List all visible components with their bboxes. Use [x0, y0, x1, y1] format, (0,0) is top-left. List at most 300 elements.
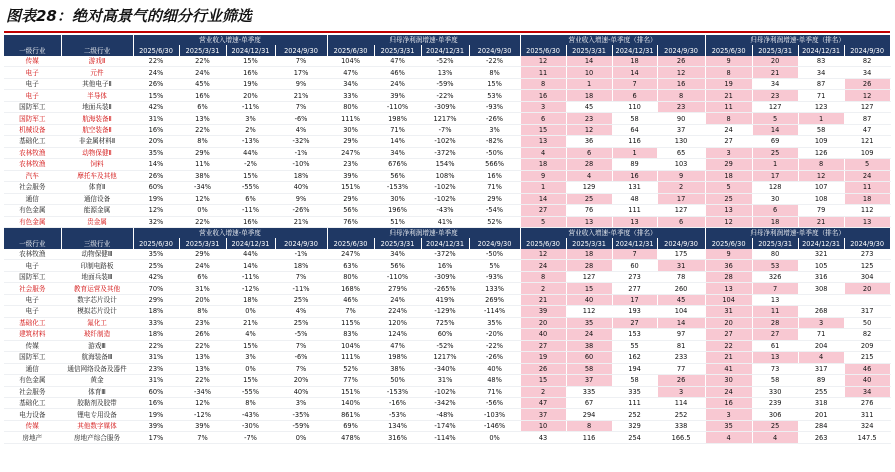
growth-cell: 4%	[226, 329, 275, 340]
top-table-date-header: 2024/12/31	[421, 45, 469, 55]
rank-cell: 18	[612, 56, 657, 67]
industry-level1: 农林牧渔	[4, 147, 61, 158]
top-table-date-header: 2025/6/30	[133, 45, 179, 55]
rank-cell: 1	[520, 182, 566, 193]
growth-cell: -26%	[469, 352, 520, 363]
rank-cell: 60	[566, 352, 612, 363]
growth-cell: -26%	[469, 113, 520, 124]
growth-cell: 0%	[179, 205, 226, 216]
growth-cell: -7%	[421, 124, 469, 135]
rank-cell: 24	[566, 329, 612, 340]
rank-cell	[798, 294, 844, 305]
rank-cell: 24	[705, 386, 752, 397]
bottom-table-date-header: 2025/3/31	[374, 238, 421, 248]
growth-cell: -5%	[275, 329, 327, 340]
industry-level1: 电子	[4, 260, 61, 271]
bottom-table-date-header: 2024/9/30	[275, 238, 327, 248]
growth-cell: 22%	[179, 216, 226, 227]
rank-cell: 26	[657, 375, 705, 386]
rank-cell: 11	[844, 182, 890, 193]
rank-cell: 14	[657, 317, 705, 328]
growth-cell: 12%	[179, 398, 226, 409]
rank-cell: 87	[798, 78, 844, 89]
growth-cell: 46%	[327, 294, 374, 305]
growth-cell: 80%	[327, 101, 374, 112]
industry-level2: 贵金属	[61, 216, 133, 227]
growth-cell: 53%	[469, 90, 520, 101]
growth-cell: 120%	[374, 317, 421, 328]
top-table-header-dates	[4, 45, 890, 55]
industry-level1: 通信	[4, 193, 61, 204]
growth-cell: 3%	[226, 113, 275, 124]
growth-cell: 15%	[133, 90, 179, 101]
rank-cell: 37	[566, 375, 612, 386]
growth-cell: -309%	[421, 271, 469, 282]
growth-cell: 0%	[469, 432, 520, 443]
rank-cell: 39	[520, 306, 566, 317]
growth-cell: -93%	[469, 271, 520, 282]
rank-cell: 28	[566, 260, 612, 271]
growth-cell: -12%	[179, 409, 226, 420]
industry-level1: 电子	[4, 90, 61, 101]
growth-cell: 22%	[133, 340, 179, 351]
industry-level2: 航空装备Ⅱ	[61, 124, 133, 135]
table-row	[4, 90, 890, 101]
growth-cell: 29%	[179, 147, 226, 158]
rank-cell: 12	[520, 56, 566, 67]
growth-cell: 1217%	[421, 113, 469, 124]
industry-level2: 模拟芯片设计	[61, 306, 133, 317]
growth-cell: 24%	[133, 67, 179, 78]
growth-cell: -102%	[421, 193, 469, 204]
rank-cell: 9	[520, 170, 566, 181]
growth-cell: 23%	[133, 363, 179, 374]
growth-cell: 47%	[327, 67, 374, 78]
rank-cell: 7	[752, 283, 798, 294]
growth-cell: 45%	[179, 78, 226, 89]
growth-cell: 83%	[327, 329, 374, 340]
rank-cell: 108	[798, 193, 844, 204]
growth-cell: 13%	[179, 113, 226, 124]
rank-cell: 78	[657, 271, 705, 282]
rank-cell: 8	[798, 159, 844, 170]
rank-cell: 58	[566, 363, 612, 374]
growth-cell: 3%	[469, 124, 520, 135]
rank-cell: 82	[844, 56, 890, 67]
growth-cell: -52%	[421, 340, 469, 351]
growth-cell: 316%	[374, 432, 421, 443]
rank-cell: 116	[612, 136, 657, 147]
rank-cell: 30	[705, 375, 752, 386]
growth-cell: 3%	[226, 352, 275, 363]
top-table-col-level2: 二级行业	[61, 45, 133, 55]
rank-cell: 109	[798, 136, 844, 147]
rank-cell: 6	[752, 205, 798, 216]
rank-cell: 18	[705, 170, 752, 181]
table-row	[4, 386, 890, 397]
top-table-date-header: 2024/12/31	[226, 45, 275, 55]
rank-cell: 13	[752, 294, 798, 305]
growth-cell: 18%	[275, 260, 327, 271]
rank-cell: 268	[798, 306, 844, 317]
growth-cell: 52%	[327, 363, 374, 374]
growth-cell: -54%	[469, 205, 520, 216]
rank-cell: 5	[520, 216, 566, 227]
rank-cell: 7	[612, 78, 657, 89]
industry-level1: 农林牧渔	[4, 249, 61, 260]
rank-cell: 21	[705, 352, 752, 363]
rank-cell: 50	[844, 317, 890, 328]
growth-cell: -30%	[226, 420, 275, 431]
rank-cell: 28	[566, 159, 612, 170]
rank-cell: 5	[705, 182, 752, 193]
rank-cell: 53	[752, 260, 798, 271]
table-row	[4, 124, 890, 135]
growth-cell: 77%	[327, 375, 374, 386]
top-table-header-blank	[61, 35, 133, 45]
rank-cell: 12	[566, 124, 612, 135]
rank-cell: 18	[844, 193, 890, 204]
growth-cell: 29%	[469, 193, 520, 204]
rank-cell: 3	[798, 317, 844, 328]
industry-level2: 航海装备Ⅱ	[61, 113, 133, 124]
growth-cell: -43%	[421, 205, 469, 216]
rank-cell: 16	[520, 90, 566, 101]
growth-cell: -22%	[421, 90, 469, 101]
growth-cell: 16%	[421, 260, 469, 271]
rank-cell: 10	[520, 420, 566, 431]
growth-cell: -11%	[226, 271, 275, 282]
table-row	[4, 260, 890, 271]
growth-cell: -82%	[469, 136, 520, 147]
industry-level2: 锂电专用设备	[61, 409, 133, 420]
growth-cell: 71%	[469, 386, 520, 397]
industry-level1: 有色金属	[4, 375, 61, 386]
top-table-date-header: 2024/9/30	[469, 45, 520, 55]
growth-cell: 71%	[374, 124, 421, 135]
rank-cell: 194	[612, 363, 657, 374]
rank-cell: 321	[798, 249, 844, 260]
rank-cell: 35	[705, 420, 752, 431]
rank-cell: 43	[520, 432, 566, 443]
industry-level2: 体育Ⅱ	[61, 182, 133, 193]
growth-cell: 20%	[226, 90, 275, 101]
rank-cell: 12	[844, 90, 890, 101]
growth-cell: -26%	[275, 205, 327, 216]
industry-level1: 基础化工	[4, 317, 61, 328]
growth-cell: 48%	[469, 375, 520, 386]
industry-level1: 农林牧渔	[4, 159, 61, 170]
growth-cell: 7%	[327, 306, 374, 317]
bottom-table-date-header: 2024/12/31	[612, 238, 657, 248]
rank-cell: 14	[612, 67, 657, 78]
growth-cell: 12%	[179, 193, 226, 204]
rank-cell: 38	[566, 340, 612, 351]
rank-cell: 27	[612, 317, 657, 328]
rank-cell: 255	[798, 386, 844, 397]
growth-cell: -153%	[374, 182, 421, 193]
industry-level1: 基础化工	[4, 398, 61, 409]
rank-cell: 20	[752, 56, 798, 67]
growth-cell: 7%	[275, 271, 327, 282]
rank-cell: 10	[566, 67, 612, 78]
industry-level2: 饲料	[61, 159, 133, 170]
growth-cell: 13%	[179, 363, 226, 374]
rank-cell: 11	[705, 101, 752, 112]
rank-cell: 17	[752, 170, 798, 181]
bottom-table-date-header: 2025/6/30	[133, 238, 179, 248]
industry-level1: 汽车	[4, 170, 61, 181]
rank-cell: 61	[752, 340, 798, 351]
growth-cell: 247%	[327, 249, 374, 260]
growth-cell: 0%	[275, 432, 327, 443]
bottom-table-group-title: 归母净利润增速-单季度	[327, 227, 520, 238]
growth-cell: 6%	[179, 271, 226, 282]
rank-cell: 87	[844, 113, 890, 124]
top-table-date-header: 2025/6/30	[327, 45, 374, 55]
rank-cell: 12	[520, 249, 566, 260]
top-table-group-title: 营业收入增速-单季度（排名）	[520, 35, 705, 45]
rank-cell: 131	[612, 182, 657, 193]
growth-cell: 4%	[275, 306, 327, 317]
growth-cell: 1217%	[421, 352, 469, 363]
table-row	[4, 306, 890, 317]
growth-cell: 9%	[275, 193, 327, 204]
growth-cell: 44%	[226, 249, 275, 260]
rank-cell: 26	[520, 363, 566, 374]
growth-cell: 39%	[133, 420, 179, 431]
growth-cell: 34%	[327, 78, 374, 89]
rank-cell: 2	[520, 386, 566, 397]
industry-level2: 房地产综合服务	[61, 432, 133, 443]
industry-level2: 动物保健Ⅱ	[61, 147, 133, 158]
rank-cell: 3	[705, 409, 752, 420]
table-row	[4, 182, 890, 193]
growth-cell: 25%	[133, 260, 179, 271]
rank-cell: 110	[612, 101, 657, 112]
bottom-table-date-header: 2024/12/31	[421, 238, 469, 248]
growth-cell: 40%	[469, 363, 520, 374]
table-row	[4, 101, 890, 112]
growth-cell: 15%	[226, 340, 275, 351]
rank-cell: 47	[844, 124, 890, 135]
growth-cell: 35%	[133, 249, 179, 260]
rank-cell: 126	[798, 147, 844, 158]
growth-cell: 17%	[275, 67, 327, 78]
rank-cell: 7	[612, 249, 657, 260]
rank-cell: 3	[520, 101, 566, 112]
growth-cell: 41%	[421, 216, 469, 227]
rank-cell: 193	[612, 306, 657, 317]
rank-cell: 8	[520, 271, 566, 282]
growth-cell: 247%	[327, 147, 374, 158]
growth-cell: 60%	[421, 329, 469, 340]
rank-cell: 1	[566, 78, 612, 89]
rank-cell: 21	[752, 67, 798, 78]
growth-cell: 42%	[133, 101, 179, 112]
bottom-table-date-header: 2024/9/30	[844, 238, 890, 248]
rank-cell: 2	[657, 182, 705, 193]
industry-level2: 游戏Ⅱ	[61, 56, 133, 67]
growth-cell: 70%	[133, 283, 179, 294]
growth-cell: 16%	[226, 67, 275, 78]
growth-cell: 7%	[275, 101, 327, 112]
rank-cell: 22	[705, 340, 752, 351]
rank-cell: 82	[844, 329, 890, 340]
growth-cell: 111%	[327, 113, 374, 124]
growth-cell: -12%	[226, 283, 275, 294]
table-row	[4, 271, 890, 282]
rank-cell: 17	[657, 193, 705, 204]
growth-cell: 279%	[374, 283, 421, 294]
rank-cell: 4	[566, 170, 612, 181]
industry-level1: 电子	[4, 306, 61, 317]
growth-cell: 22%	[179, 340, 226, 351]
industry-level2: 其他数字媒体	[61, 420, 133, 431]
bottom-table-col-level2: 三级行业	[61, 238, 133, 248]
growth-cell: 15%	[226, 375, 275, 386]
growth-cell: 20%	[179, 294, 226, 305]
title-rule	[4, 31, 890, 33]
top-table-header-groups	[4, 35, 890, 45]
rank-cell: 12	[705, 216, 752, 227]
bottom-table-header-dates	[4, 238, 890, 248]
table-row	[4, 352, 890, 363]
growth-cell: 22%	[133, 56, 179, 67]
rank-cell: 2	[520, 283, 566, 294]
growth-cell: 23%	[179, 317, 226, 328]
rank-cell: 116	[566, 432, 612, 443]
rank-cell: 67	[566, 398, 612, 409]
rank-cell: 48	[612, 193, 657, 204]
table-row	[4, 56, 890, 67]
table-row	[4, 170, 890, 181]
growth-cell: 18%	[133, 306, 179, 317]
rank-cell: 5	[844, 159, 890, 170]
growth-cell: 24%	[374, 78, 421, 89]
rank-cell: 260	[657, 283, 705, 294]
rank-cell: 308	[798, 283, 844, 294]
growth-cell: 8%	[179, 136, 226, 147]
bottom-table-header-blank	[4, 227, 61, 238]
rank-cell: 1	[612, 147, 657, 158]
rank-cell: 3	[705, 147, 752, 158]
rank-cell: 79	[798, 205, 844, 216]
growth-cell: -53%	[374, 409, 421, 420]
rank-cell: 121	[844, 136, 890, 147]
growth-cell: -56%	[469, 398, 520, 409]
growth-cell: 154%	[421, 159, 469, 170]
industry-level2: 半导体	[61, 90, 133, 101]
top-table-date-header: 2025/3/31	[179, 45, 226, 55]
growth-cell: -146%	[469, 420, 520, 431]
growth-cell: 104%	[327, 56, 374, 67]
growth-cell: 21%	[275, 216, 327, 227]
top-table-date-header: 2025/3/31	[374, 45, 421, 55]
bottom-table-header-groups	[4, 227, 890, 238]
table-row	[4, 78, 890, 89]
rank-cell: 21	[705, 90, 752, 101]
table-row	[4, 205, 890, 216]
rank-cell: 324	[844, 420, 890, 431]
growth-cell: 108%	[421, 170, 469, 181]
industry-level2: 黄金	[61, 375, 133, 386]
growth-cell: 14%	[133, 159, 179, 170]
industry-level1: 电力设备	[4, 409, 61, 420]
rank-cell: 1	[798, 113, 844, 124]
growth-cell: 15%	[226, 170, 275, 181]
rank-cell: 97	[657, 329, 705, 340]
growth-cell: -340%	[421, 363, 469, 374]
growth-cell: 22%	[179, 375, 226, 386]
bottom-table-header-blank	[61, 227, 133, 238]
industry-level2: 动物保健Ⅲ	[61, 249, 133, 260]
growth-cell: 71%	[469, 182, 520, 193]
rank-cell: 162	[612, 352, 657, 363]
growth-cell: 104%	[327, 340, 374, 351]
rank-cell: 130	[657, 136, 705, 147]
industry-screening-table	[4, 35, 891, 444]
growth-cell: 9%	[275, 78, 327, 89]
table-row	[4, 216, 890, 227]
growth-cell: -50%	[469, 147, 520, 158]
growth-cell: 224%	[374, 306, 421, 317]
growth-cell: 21%	[226, 317, 275, 328]
top-table-date-header: 2025/3/31	[566, 45, 612, 55]
growth-cell: 5%	[469, 260, 520, 271]
growth-cell: 20%	[133, 136, 179, 147]
growth-cell: -1%	[275, 249, 327, 260]
rank-cell: 25	[705, 193, 752, 204]
rank-cell: 107	[798, 182, 844, 193]
growth-cell: -48%	[421, 409, 469, 420]
growth-cell: -114%	[421, 432, 469, 443]
growth-cell: 20%	[275, 375, 327, 386]
growth-cell: 34%	[374, 249, 421, 260]
growth-cell: -114%	[469, 306, 520, 317]
rank-cell: 147.5	[844, 432, 890, 443]
industry-level2: 印制电路板	[61, 260, 133, 271]
growth-cell: 17%	[133, 432, 179, 443]
bottom-table-date-header: 2025/3/31	[179, 238, 226, 248]
growth-cell: 134%	[374, 420, 421, 431]
table-row	[4, 67, 890, 78]
rank-cell: 55	[612, 340, 657, 351]
table-row	[4, 159, 890, 170]
growth-cell: 725%	[421, 317, 469, 328]
growth-cell: 47%	[374, 56, 421, 67]
rank-cell: 338	[657, 420, 705, 431]
growth-cell: -102%	[421, 182, 469, 193]
growth-cell: 7%	[179, 432, 226, 443]
industry-level2: 游戏Ⅲ	[61, 340, 133, 351]
industry-level1: 传媒	[4, 56, 61, 67]
rank-cell: 329	[612, 420, 657, 431]
bottom-table-date-header: 2024/12/31	[798, 238, 844, 248]
rank-cell: 65	[657, 147, 705, 158]
rank-cell: 252	[657, 409, 705, 420]
growth-cell: 31%	[179, 283, 226, 294]
growth-cell: 198%	[374, 352, 421, 363]
rank-cell: 4	[798, 352, 844, 363]
growth-cell: -13%	[226, 136, 275, 147]
rank-cell: 9	[705, 249, 752, 260]
rank-cell	[844, 294, 890, 305]
growth-cell: -372%	[421, 249, 469, 260]
rank-cell: 26	[844, 78, 890, 89]
growth-cell: 13%	[421, 67, 469, 78]
growth-cell: 39%	[327, 170, 374, 181]
